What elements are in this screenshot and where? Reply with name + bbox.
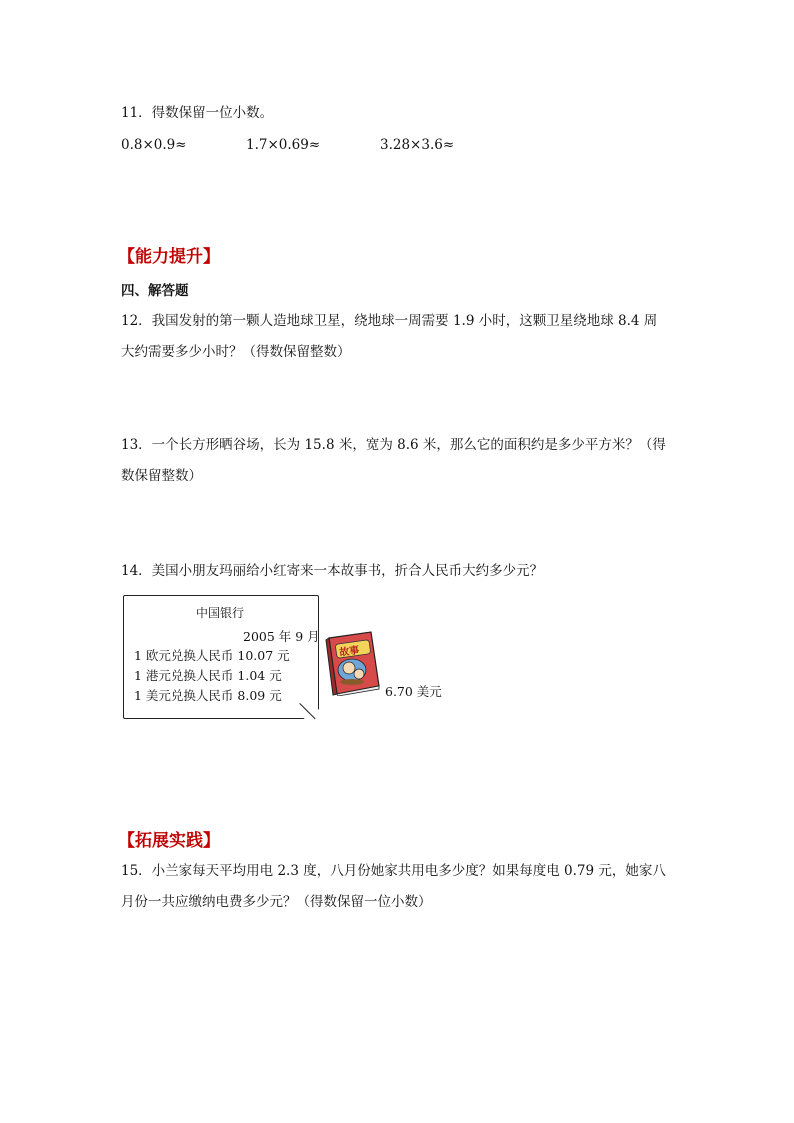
q12-line-2: 大约需要多少小时？（得数保留整数） xyxy=(121,344,351,360)
q11-item-1: 0.8×0.9≈ xyxy=(121,137,187,153)
q13-line-2: 数保留整数） xyxy=(121,468,202,484)
story-book-icon xyxy=(325,630,381,700)
section-heading-practice: 【拓展实践】 xyxy=(118,831,220,851)
q13-line-1: 13．一个长方形晒谷场，长为 15.8 米，宽为 8.6 米，那么它的面积约是多少平方米？（得 xyxy=(121,437,666,453)
section-heading-ability: 【能力提升】 xyxy=(118,247,220,267)
note-rate-hkd: 1 港元兑换人民币 1.04 元 xyxy=(134,668,282,683)
note-rate-eur: 1 欧元兑换人民币 10.07 元 xyxy=(134,648,290,663)
part-heading-answer: 四、解答题 xyxy=(121,283,189,299)
q14-line-1: 14．美国小朋友玛丽给小红寄来一本故事书，折合人民币大约多少元？ xyxy=(121,563,544,579)
q11-item-2: 1.7×0.69≈ xyxy=(246,137,321,153)
note-title: 中国银行 xyxy=(196,606,245,620)
book-cover-label: 故事 xyxy=(338,645,361,659)
q12-line-1: 12．我国发射的第一颗人造地球卫星，绕地球一周需要 1.9 小时，这颗卫星绕地球 8.4 周 xyxy=(121,313,658,329)
q11-title: 11．得数保留一位小数。 xyxy=(121,105,274,121)
note-rate-usd: 1 美元兑换人民币 8.09 元 xyxy=(134,688,282,703)
q15-line-1: 15．小兰家每天平均用电 2.3 度，八月份她家共用电多少度？如果每度电 0.79 元，她家八 xyxy=(121,863,666,879)
note-date: 2005 年 9 月 xyxy=(243,629,320,644)
book-price: 6.70 美元 xyxy=(385,684,442,699)
q11-item-3: 3.28×3.6≈ xyxy=(380,137,455,153)
q15-line-2: 月份一共应缴纳电费多少元？（得数保留一位小数） xyxy=(121,894,432,910)
